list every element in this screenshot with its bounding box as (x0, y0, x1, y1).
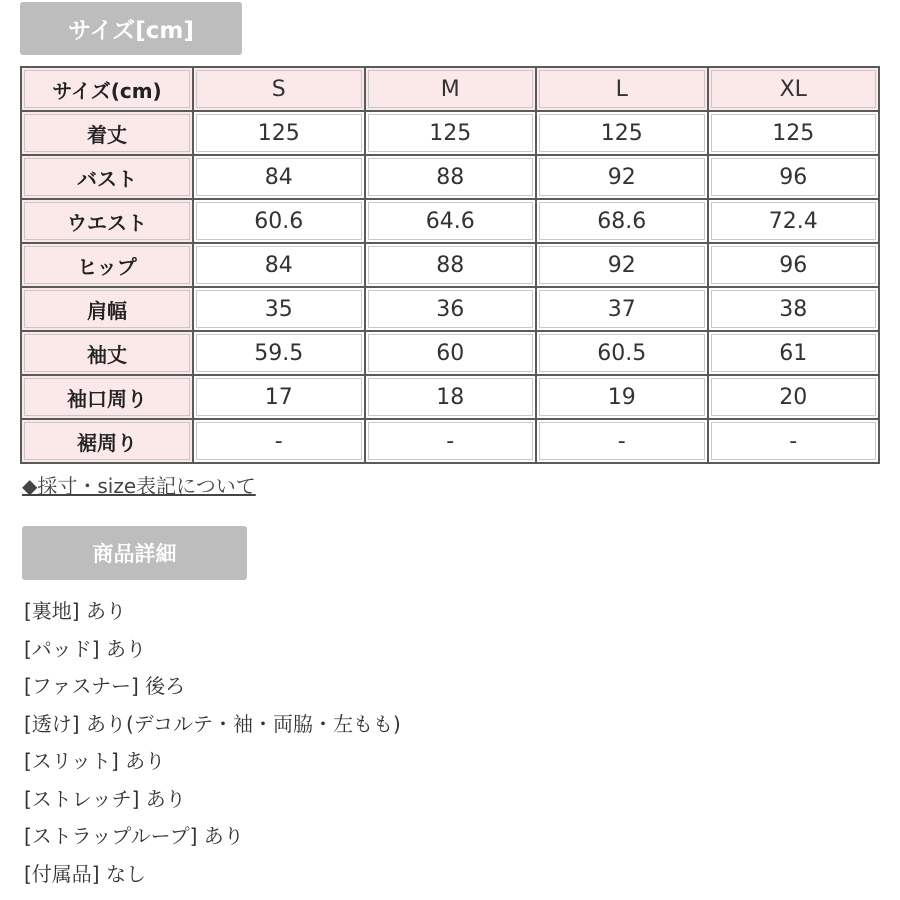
product-detail-item: [パッド] あり (24, 636, 146, 661)
measurement-value: 88 (365, 155, 537, 199)
size-table-row (21, 287, 879, 331)
measurement-value: 61 (708, 331, 880, 375)
measurement-value: 92 (536, 155, 708, 199)
measurement-value: 84 (193, 243, 365, 287)
size-table-row (21, 199, 879, 243)
size-table-row (21, 155, 879, 199)
product-detail-list (24, 593, 401, 893)
measurement-value: 60.6 (193, 199, 365, 243)
measurement-label: 袖丈 (21, 331, 193, 375)
size-table-row (21, 331, 879, 375)
product-detail-item: [透け] あり(デコルテ・袖・両脇・左もも) (24, 711, 401, 736)
measurement-value: - (536, 419, 708, 463)
measurement-value: 59.5 (193, 331, 365, 375)
size-table-row (21, 111, 879, 155)
size-column-header: XL (708, 67, 880, 111)
product-detail-item: [裏地] あり (24, 599, 126, 623)
measurement-value: 84 (193, 155, 365, 199)
product-detail-heading: 商品詳細 (22, 526, 247, 580)
size-table-corner-label: サイズ(cm) (21, 67, 193, 111)
measurement-value: - (365, 419, 537, 463)
product-detail-item: [ストラップループ] あり (24, 824, 244, 848)
measurement-value: 72.4 (708, 199, 880, 243)
measurement-value: 38 (708, 287, 880, 331)
measurement-value: - (708, 419, 880, 463)
measurement-label: 肩幅 (21, 287, 193, 331)
measurement-label: バスト (21, 155, 193, 199)
measurement-value: 20 (708, 375, 880, 419)
measurement-value: 96 (708, 243, 880, 287)
measurement-value: 60.5 (536, 331, 708, 375)
measurement-value: 92 (536, 243, 708, 287)
measurement-value: 36 (365, 287, 537, 331)
measurement-value: - (193, 419, 365, 463)
measurement-value: 60 (365, 331, 537, 375)
measurement-label: ウエスト (21, 199, 193, 243)
product-detail-item: [ファスナー] 後ろ (24, 674, 186, 698)
product-detail-item: [スリット] あり (24, 749, 166, 773)
size-table-header-row (21, 67, 879, 111)
size-column-header: L (536, 67, 708, 111)
size-table-row (21, 419, 879, 463)
measurement-value: 68.6 (536, 199, 708, 243)
size-column-header: M (365, 67, 537, 111)
size-table-row (21, 243, 879, 287)
measurement-label: 袖口周り (21, 375, 193, 419)
size-table-row (21, 375, 879, 419)
measurement-value: 88 (365, 243, 537, 287)
measurement-value: 19 (536, 375, 708, 419)
measurement-value: 64.6 (365, 199, 537, 243)
size-section-heading: サイズ[cm] (20, 2, 242, 55)
measurement-label: ヒップ (21, 243, 193, 287)
measurement-value: 96 (708, 155, 880, 199)
measurement-value: 125 (708, 111, 880, 155)
size-column-header: S (193, 67, 365, 111)
size-notation-link[interactable]: ◆採寸・size表記について (22, 474, 256, 498)
measurement-value: 125 (193, 111, 365, 155)
measurement-value: 37 (536, 287, 708, 331)
measurement-value: 35 (193, 287, 365, 331)
measurement-label: 裾周り (21, 419, 193, 463)
measurement-label: 着丈 (21, 111, 193, 155)
product-detail-item: [付属品] なし (24, 861, 146, 886)
measurement-value: 17 (193, 375, 365, 419)
measurement-value: 125 (536, 111, 708, 155)
product-detail-item: [ストレッチ] あり (24, 786, 186, 811)
measurement-value: 18 (365, 375, 537, 419)
size-table (20, 66, 880, 464)
measurement-value: 125 (365, 111, 537, 155)
